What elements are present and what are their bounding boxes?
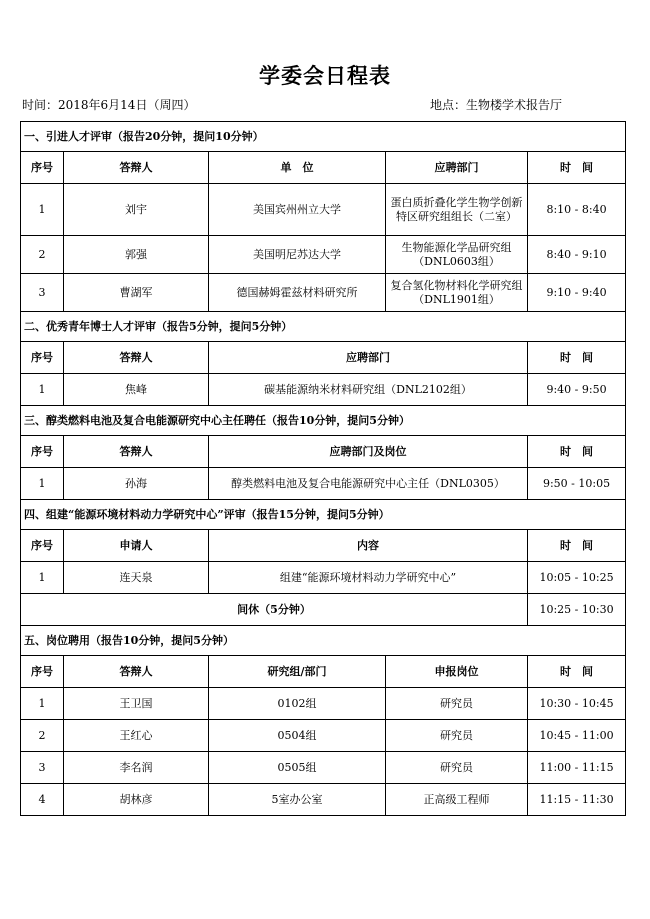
post: 研究员 bbox=[386, 688, 528, 720]
time-slot: 11:15 - 11:30 bbox=[528, 784, 626, 816]
row-number: 3 bbox=[21, 274, 64, 312]
table-row bbox=[21, 752, 626, 784]
column-header: 答辩人 bbox=[64, 436, 209, 468]
row-number: 1 bbox=[21, 562, 64, 594]
post: 研究员 bbox=[386, 720, 528, 752]
section-heading: 五、岗位聘用（报告10分钟，提问5分钟） bbox=[21, 626, 626, 656]
time-slot: 10:25 - 10:30 bbox=[528, 594, 626, 626]
time-slot: 11:00 - 11:15 bbox=[528, 752, 626, 784]
section-heading: 二、优秀青年博士人才评审（报告5分钟，提问5分钟） bbox=[21, 312, 626, 342]
column-header: 答辩人 bbox=[64, 656, 209, 688]
group: 0102组 bbox=[209, 688, 386, 720]
candidate-name: 王红心 bbox=[64, 720, 209, 752]
table-row bbox=[21, 374, 626, 406]
time-slot: 8:10 - 8:40 bbox=[528, 184, 626, 236]
department: 蛋白质折叠化学生物学创新特区研究组组长（二室） bbox=[386, 184, 528, 236]
row-number: 1 bbox=[21, 184, 64, 236]
department: 碳基能源纳米材料研究组（DNL2102组） bbox=[209, 374, 528, 406]
unit: 德国赫姆霍兹材料研究所 bbox=[209, 274, 386, 312]
column-header: 时 间 bbox=[528, 436, 626, 468]
column-header: 时 间 bbox=[528, 342, 626, 374]
group: 0504组 bbox=[209, 720, 386, 752]
time-slot: 9:40 - 9:50 bbox=[528, 374, 626, 406]
post: 正高级工程师 bbox=[386, 784, 528, 816]
row-number: 3 bbox=[21, 752, 64, 784]
candidate-name: 胡林彦 bbox=[64, 784, 209, 816]
candidate-name: 刘宇 bbox=[64, 184, 209, 236]
time-slot: 10:45 - 11:00 bbox=[528, 720, 626, 752]
table-row bbox=[21, 274, 626, 312]
row-number: 2 bbox=[21, 720, 64, 752]
group: 0505组 bbox=[209, 752, 386, 784]
group: 5室办公室 bbox=[209, 784, 386, 816]
column-header: 序号 bbox=[21, 656, 64, 688]
row-number: 2 bbox=[21, 236, 64, 274]
break-row bbox=[21, 594, 626, 626]
column-header: 时 间 bbox=[528, 656, 626, 688]
break-label: 间休（5分钟） bbox=[21, 594, 528, 626]
column-header: 序号 bbox=[21, 152, 64, 184]
time-slot: 10:30 - 10:45 bbox=[528, 688, 626, 720]
column-header: 序号 bbox=[21, 530, 64, 562]
applicant-name: 连天泉 bbox=[64, 562, 209, 594]
candidate-name: 王卫国 bbox=[64, 688, 209, 720]
candidate-name: 李名润 bbox=[64, 752, 209, 784]
column-header: 时 间 bbox=[528, 530, 626, 562]
column-header: 时 间 bbox=[528, 152, 626, 184]
row-number: 1 bbox=[21, 374, 64, 406]
candidate-name: 焦峰 bbox=[64, 374, 209, 406]
candidate-name: 孙海 bbox=[64, 468, 209, 500]
post: 研究员 bbox=[386, 752, 528, 784]
time-label: 时间：2018年6月14日（周四） bbox=[22, 98, 196, 112]
column-header: 单 位 bbox=[209, 152, 386, 184]
section-heading: 四、组建“能源环境材料动力学研究中心”评审（报告15分钟，提问5分钟） bbox=[21, 500, 626, 530]
candidate-name: 曹湖军 bbox=[64, 274, 209, 312]
unit: 美国明尼苏达大学 bbox=[209, 236, 386, 274]
column-header: 序号 bbox=[21, 436, 64, 468]
candidate-name: 郭强 bbox=[64, 236, 209, 274]
column-header: 研究组/部门 bbox=[209, 656, 386, 688]
column-header: 申请人 bbox=[64, 530, 209, 562]
column-header: 申报岗位 bbox=[386, 656, 528, 688]
schedule-table bbox=[20, 121, 626, 816]
time-slot: 9:10 - 9:40 bbox=[528, 274, 626, 312]
page-title: 学委会日程表 bbox=[259, 63, 391, 88]
table-row bbox=[21, 784, 626, 816]
column-header: 应聘部门 bbox=[209, 342, 528, 374]
table-row bbox=[21, 562, 626, 594]
section-heading: 一、引进人才评审（报告20分钟，提问10分钟） bbox=[21, 122, 626, 152]
row-number: 1 bbox=[21, 688, 64, 720]
department: 复合氢化物材料化学研究组（DNL1901组） bbox=[386, 274, 528, 312]
table-row bbox=[21, 236, 626, 274]
column-header: 答辩人 bbox=[64, 342, 209, 374]
unit: 美国宾州州立大学 bbox=[209, 184, 386, 236]
column-header: 应聘部门 bbox=[386, 152, 528, 184]
table-row bbox=[21, 468, 626, 500]
table-row bbox=[21, 688, 626, 720]
section-heading: 三、醇类燃料电池及复合电能源研究中心主任聘任（报告10分钟，提问5分钟） bbox=[21, 406, 626, 436]
table-row bbox=[21, 184, 626, 236]
column-header: 序号 bbox=[21, 342, 64, 374]
content: 组建“能源环境材料动力学研究中心” bbox=[209, 562, 528, 594]
table-row bbox=[21, 720, 626, 752]
time-slot: 10:05 - 10:25 bbox=[528, 562, 626, 594]
time-slot: 8:40 - 9:10 bbox=[528, 236, 626, 274]
department: 醇类燃料电池及复合电能源研究中心主任（DNL0305） bbox=[209, 468, 528, 500]
column-header: 内容 bbox=[209, 530, 528, 562]
column-header: 答辩人 bbox=[64, 152, 209, 184]
row-number: 4 bbox=[21, 784, 64, 816]
location-label: 地点：生物楼学术报告厅 bbox=[430, 98, 563, 112]
department: 生物能源化学品研究组（DNL0603组） bbox=[386, 236, 528, 274]
time-slot: 9:50 - 10:05 bbox=[528, 468, 626, 500]
row-number: 1 bbox=[21, 468, 64, 500]
column-header: 应聘部门及岗位 bbox=[209, 436, 528, 468]
